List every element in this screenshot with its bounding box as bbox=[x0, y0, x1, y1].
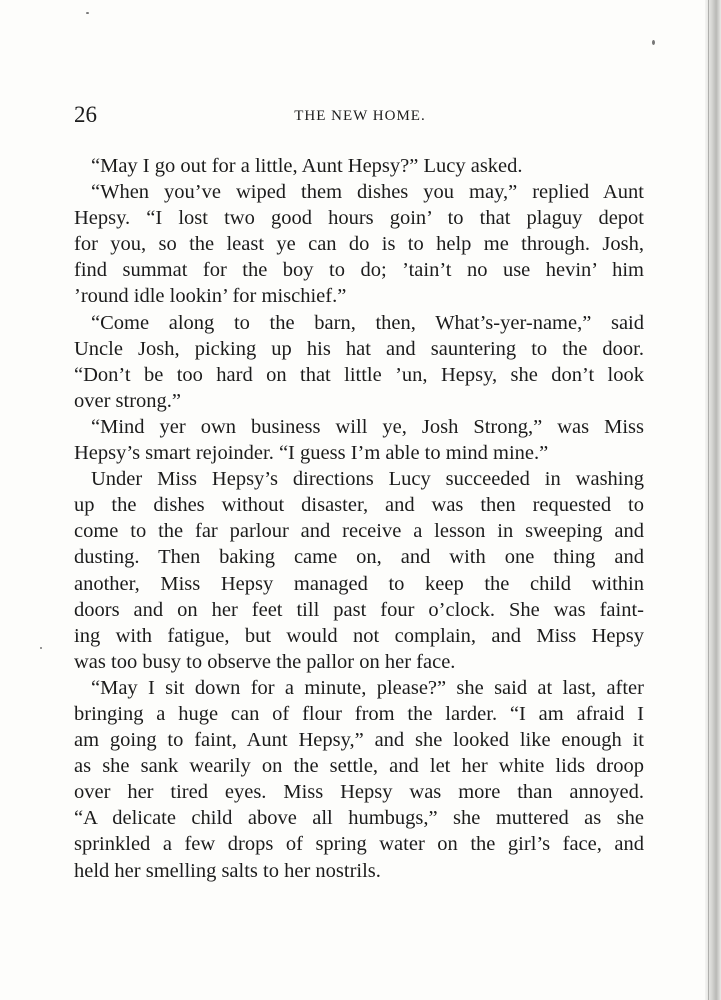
text-line: “Mind yer own business will ye, Josh Strong,” was Miss bbox=[91, 415, 644, 438]
text-line: find summat for the boy to do; ’tain’t no use hevin’ him bbox=[74, 259, 644, 282]
text-line: ing with fatigue, but would not complain, and Miss Hepsy bbox=[74, 624, 644, 647]
text-line: Hepsy’s smart rejoinder. “I guess I’m able to mind mine.” bbox=[74, 442, 549, 465]
text-line: over strong.” bbox=[74, 389, 182, 412]
text-line: “Don’t be too hard on that little ’un, Hepsy, she don’t look bbox=[74, 363, 644, 386]
text-line: dusting. Then baking came on, and with one thing and bbox=[74, 546, 644, 569]
text-line: “A delicate child above all humbugs,” she muttered as she bbox=[74, 807, 644, 830]
text-line: for you, so the least ye can do is to help me through. Josh, bbox=[74, 233, 644, 256]
text-line: up the dishes without disaster, and was then requested to bbox=[74, 494, 644, 517]
text-line: “When you’ve wiped them dishes you may,” replied Aunt bbox=[91, 181, 644, 204]
text-line: as she sank wearily on the settle, and let her white lids droop bbox=[74, 755, 644, 778]
running-head bbox=[74, 100, 646, 130]
text-line: come to the far parlour and receive a lesson in sweeping and bbox=[74, 520, 644, 543]
text-line: doors and on her feet till past four o’clock. She was faint- bbox=[74, 598, 644, 621]
text-line: “May I go out for a little, Aunt Hepsy?” Lucy asked. bbox=[91, 155, 523, 177]
text-line: another, Miss Hepsy managed to keep the child within bbox=[74, 572, 644, 595]
text-line: Hepsy. “I lost two good hours goin’ to that plaguy depot bbox=[74, 207, 644, 230]
paper-speck bbox=[86, 12, 89, 14]
text-line: “May I sit down for a minute, please?” she said at last, after bbox=[91, 676, 644, 699]
page-number: 26 bbox=[74, 102, 97, 127]
paper-speck bbox=[40, 647, 42, 649]
page-edge-line bbox=[708, 0, 709, 1000]
text-line: held her smelling salts to her nostrils. bbox=[74, 859, 381, 882]
running-title: THE NEW HOME. bbox=[294, 108, 426, 124]
text-line: Under Miss Hepsy’s directions Lucy succeeded in washing bbox=[91, 468, 644, 491]
body-text bbox=[74, 153, 644, 884]
paper-speck bbox=[652, 40, 655, 45]
text-line: over her tired eyes. Miss Hepsy was more than annoyed. bbox=[74, 781, 644, 804]
text-line: Uncle Josh, picking up his hat and sauntering to the door. bbox=[74, 337, 644, 360]
text-line: bringing a huge can of flour from the larder. “I am afraid I bbox=[74, 702, 644, 725]
text-line: am going to faint, Aunt Hepsy,” and she looked like enough it bbox=[74, 729, 644, 752]
text-line: was too busy to observe the pallor on her face. bbox=[74, 650, 456, 673]
text-line: sprinkled a few drops of spring water on the girl’s face, and bbox=[74, 833, 644, 856]
text-line: ’round idle lookin’ for mischief.” bbox=[74, 285, 347, 308]
text-line: “Come along to the barn, then, What’s-yer-name,” said bbox=[91, 311, 644, 334]
